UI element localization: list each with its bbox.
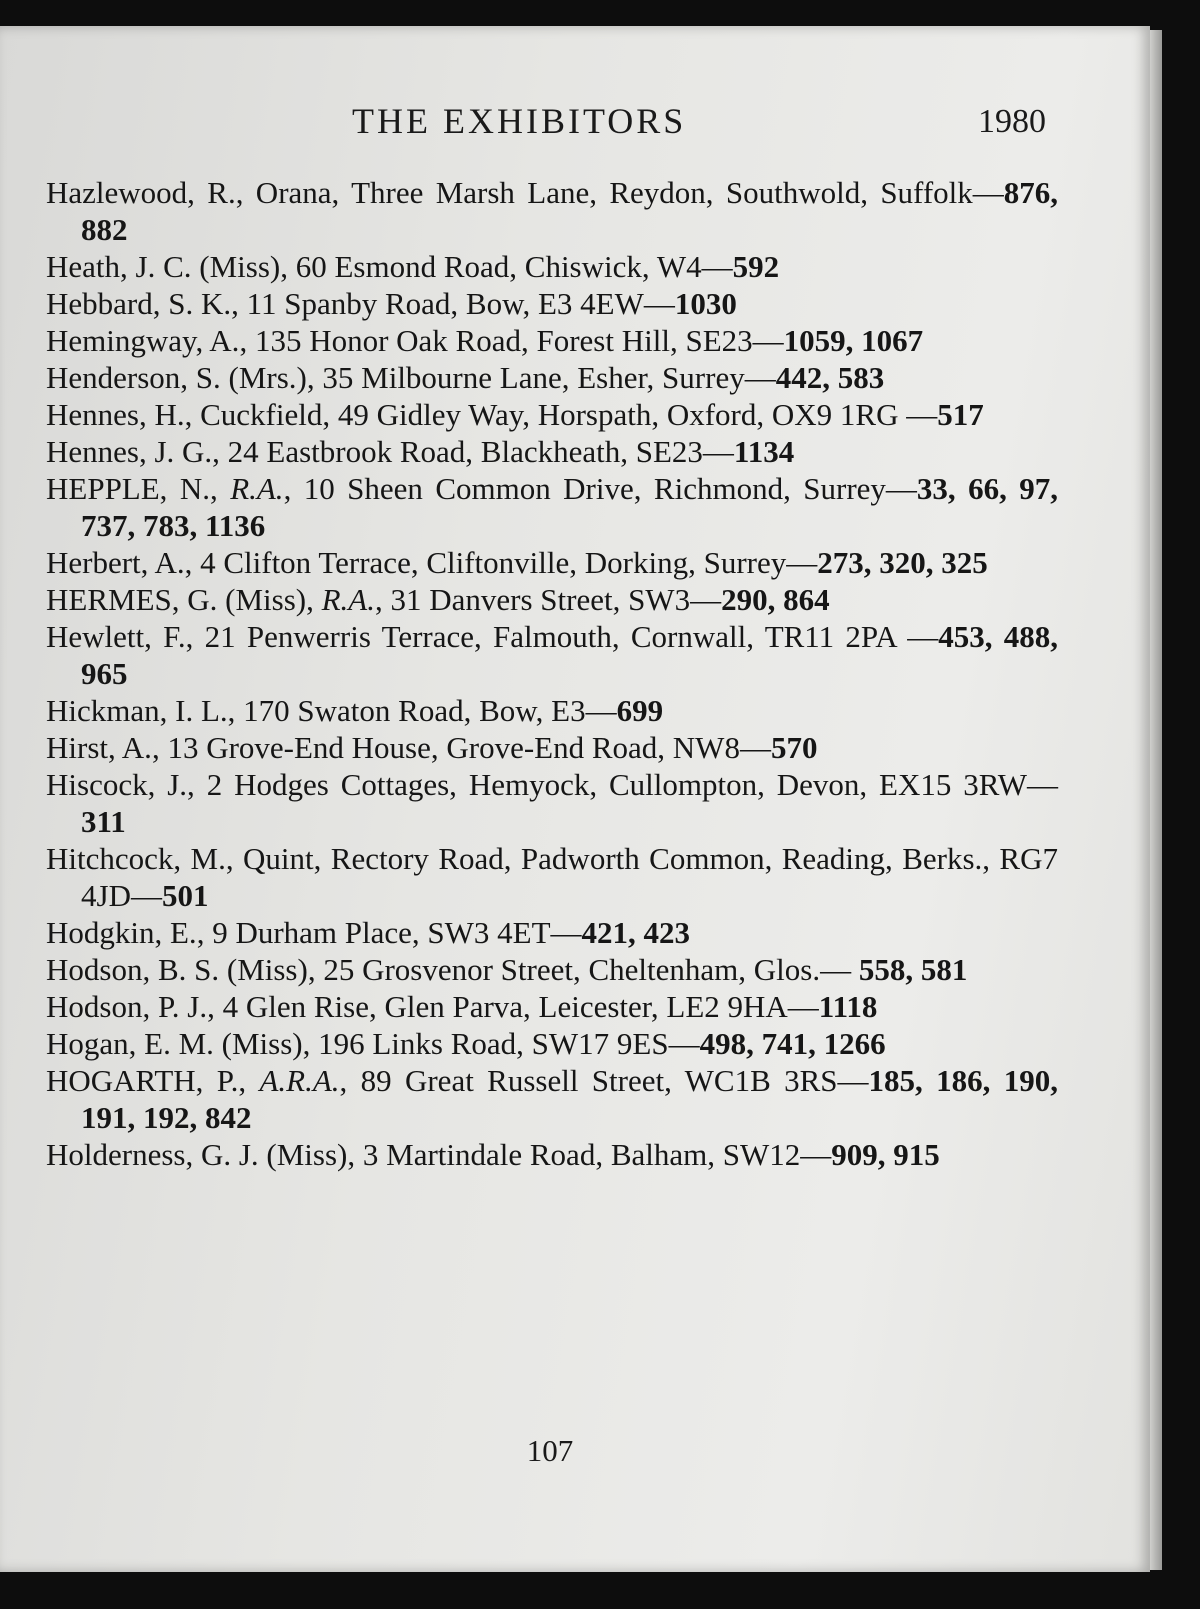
exhibitor-entry [46, 433, 1058, 470]
exhibitor-name: Hebbard, S. K. [46, 286, 232, 321]
exhibitor-address: , Cuckfield, 49 Gidley Way, Horspath, Oxford, OX9 1RG — [184, 397, 938, 432]
exhibitor-name: Hewlett, F. [46, 619, 186, 654]
exhibitor-entry [46, 618, 1058, 692]
exhibitor-name: HERMES, G. (Miss) [46, 582, 307, 617]
exhibitor-address: , 24 Eastbrook Road, Blackheath, SE23— [212, 434, 734, 469]
exhibitor-name: Hemingway, A. [46, 323, 240, 358]
exhibit-numbers: 570 [770, 730, 818, 765]
exhibitor-address: , 4 Glen Rise, Glen Parva, Leicester, LE2 9HA— [207, 989, 819, 1024]
exhibitor-name: Holderness, G. J. (Miss) [46, 1137, 348, 1172]
exhibitor-entry [46, 248, 1058, 285]
exhibit-numbers: 558, 581 [858, 952, 968, 987]
exhibitor-name: Hickman, I. L. [46, 693, 228, 728]
exhibitor-entry [46, 914, 1058, 951]
exhibitor-name: Herbert, A. [46, 545, 185, 580]
exhibitor-list [46, 174, 1058, 1173]
exhibit-numbers: 273, 320, 325 [817, 545, 988, 580]
exhibit-numbers: 498, 741, 1266 [699, 1026, 886, 1061]
running-year: 1980 [978, 103, 1046, 140]
exhibitor-address: , 25 Grosvenor Street, Cheltenham, Glos.— [307, 952, 859, 987]
exhibit-numbers: 1059, 1067 [783, 323, 924, 358]
exhibitor-name: Hitchcock, M. [46, 841, 226, 876]
exhibitor-name: Hazlewood, R. [46, 175, 236, 210]
exhibitor-address: , 4 Clifton Terrace, Cliftonville, Dorking, Surrey— [184, 545, 818, 580]
exhibitor-name: Hodson, P. J. [46, 989, 208, 1024]
exhibit-numbers: 185, 186, 190, 191, 192, 842 [81, 1063, 1058, 1135]
exhibitor-address: , Orana, Three Marsh Lane, Reydon, Southwold, Suffolk— [235, 175, 1004, 210]
exhibitor-entry [46, 766, 1058, 840]
exhibitor-address: , 9 Durham Place, SW3 4ET— [196, 915, 582, 950]
exhibitor-entry [46, 840, 1058, 914]
exhibitor-entry [46, 729, 1058, 766]
exhibit-numbers: 453, 488, 965 [81, 619, 1059, 691]
exhibitor-entry [46, 544, 1058, 581]
exhibit-numbers: 592 [732, 249, 780, 284]
exhibitor-name: Hodgkin, E. [46, 915, 197, 950]
page-edge [1150, 30, 1162, 1570]
exhibitor-entry [46, 988, 1058, 1025]
exhibit-numbers: 501 [161, 878, 209, 913]
exhibitor-entry [46, 1136, 1058, 1173]
exhibitor-qualification: R.A. [321, 582, 375, 617]
exhibitor-address: , 60 Esmond Road, Chiswick, W4— [280, 249, 733, 284]
exhibitor-address: , 89 Great Russell Street, WC1B 3RS— [339, 1063, 869, 1098]
exhibitor-name: Hennes, H. [46, 397, 185, 432]
exhibitor-address: , 2 Hodges Cottages, Hemyock, Cullompton, Devon, EX15 3RW— [187, 767, 1058, 802]
exhibitor-address: , 13 Grove-End House, Grove-End Road, NW8— [151, 730, 771, 765]
exhibitor-address: , 170 Swaton Road, Bow, E3— [227, 693, 617, 728]
exhibit-numbers: 1118 [818, 989, 878, 1024]
page-number: 107 [526, 1433, 574, 1468]
exhibit-numbers: 1134 [733, 434, 795, 469]
exhibit-numbers: 311 [81, 804, 126, 839]
exhibitor-entry [46, 396, 1058, 433]
exhibitor-address: , 196 Links Road, SW17 9ES— [302, 1026, 700, 1061]
exhibitor-name: Hodson, B. S. (Miss) [46, 952, 308, 987]
exhibitor-address: , 3 Martindale Road, Balham, SW12— [347, 1137, 832, 1172]
exhibitor-name: Hogan, E. M. (Miss) [46, 1026, 303, 1061]
exhibit-numbers: 699 [616, 693, 664, 728]
exhibitor-entry [46, 285, 1058, 322]
exhibitor-entry: HOGARTH, P., A.R.A., 89 Great Russell Street, WC1B 3RS—185, 186, 190, 191, 192, 842 [46, 1063, 1058, 1135]
exhibitor-entry: HERMES, G. (Miss), R.A., 31 Danvers Street, SW3—290, 864 [46, 582, 830, 617]
exhibit-numbers: 517 [937, 397, 984, 432]
exhibitor-qualification: A.R.A. [259, 1063, 340, 1098]
exhibitor-name: Hiscock, J. [46, 767, 188, 802]
exhibitor-qualification: R.A. [230, 471, 284, 506]
exhibitor-entry: HEPPLE, N., R.A., 10 Sheen Common Drive, Richmond, Surrey—33, 66, 97, 737, 783, 1136 [46, 471, 1059, 543]
exhibitor-address: , 10 Sheen Common Drive, Richmond, Surrey— [283, 471, 917, 506]
exhibitor-address: , 31 Danvers Street, SW3— [374, 582, 722, 617]
exhibitor-address: , Quint, Rectory Road, Padworth Common, Reading, Berks., RG7 4JD— [81, 841, 1058, 913]
exhibitor-name: Hennes, J. G. [46, 434, 213, 469]
exhibitor-name: Henderson, S. (Mrs.) [46, 360, 307, 395]
exhibit-numbers: 442, 583 [775, 360, 885, 395]
exhibit-numbers: 876, 882 [81, 175, 1059, 247]
exhibit-numbers: 33, 66, 97, 737, 783, 1136 [81, 471, 1059, 543]
exhibitor-name: HEPPLE, N. [46, 471, 210, 506]
exhibit-numbers: 421, 423 [581, 915, 691, 950]
exhibit-numbers: 909, 915 [831, 1137, 940, 1172]
exhibitor-address: , 11 Spanby Road, Bow, E3 4EW— [231, 286, 675, 321]
exhibitor-name: HOGARTH, P. [46, 1063, 239, 1098]
exhibitor-entry [46, 1025, 1058, 1062]
exhibitor-address: , 35 Milbourne Lane, Esher, Surrey— [306, 360, 776, 395]
exhibitor-name: Hirst, A. [46, 730, 152, 765]
exhibit-numbers: 1030 [674, 286, 737, 321]
exhibitor-entry [46, 322, 1058, 359]
exhibitor-entry [46, 692, 1058, 729]
exhibitor-entry [46, 951, 1058, 988]
exhibitor-address: , 21 Penwerris Terrace, Falmouth, Cornwall, TR11 2PA — [185, 619, 939, 654]
exhibitor-entry [46, 174, 1058, 248]
exhibitor-address: , 135 Honor Oak Road, Forest Hill, SE23— [239, 323, 784, 358]
exhibitor-entry [46, 359, 1058, 396]
running-title: THE EXHIBITORS [352, 101, 687, 141]
exhibit-numbers: 290, 864 [721, 582, 830, 617]
exhibitor-name: Heath, J. C. (Miss) [46, 249, 281, 284]
